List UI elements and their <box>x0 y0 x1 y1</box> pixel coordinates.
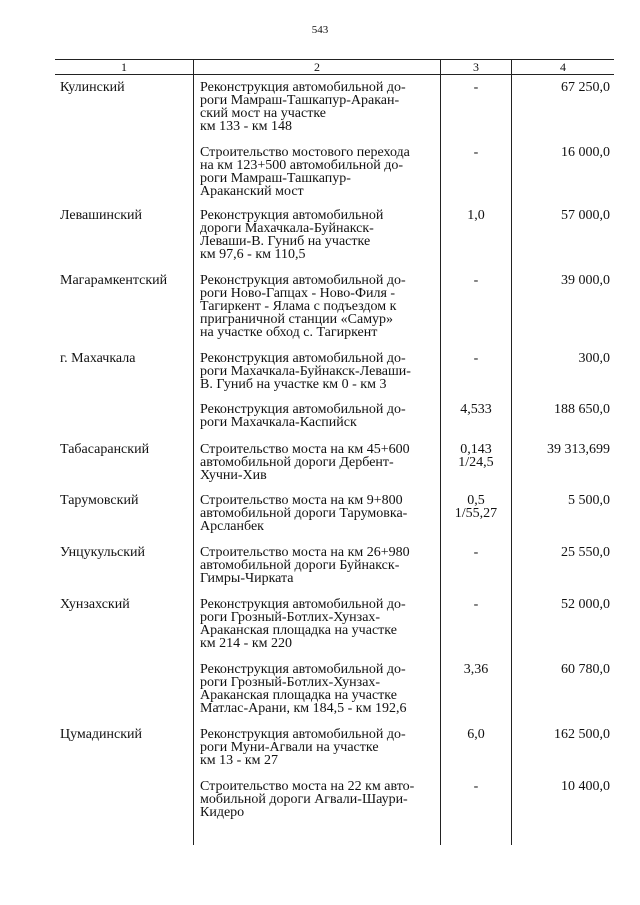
description-cell: Строительство моста на км 26+980 автомобильной дороги Буйнакск- Гимры-Чирката <box>200 545 410 586</box>
amount-cell: 57 000,0 <box>561 208 610 223</box>
table-top-rule <box>55 59 614 60</box>
length-cell: 0,5 1/55,27 <box>454 493 498 521</box>
column-header-2: 2 <box>314 60 320 74</box>
length-cell: - <box>473 779 479 794</box>
page-number: 543 <box>311 24 329 36</box>
column-header-4: 4 <box>560 60 566 74</box>
length-cell: 3,36 <box>463 662 489 677</box>
length-cell: - <box>473 273 479 288</box>
description-cell: Реконструкция автомобильной дороги Махачкала-Буйнакск- Леваши-В. Гуниб на участке км 97,6 - км 110,5 <box>200 208 384 262</box>
amount-cell: 52 000,0 <box>561 597 610 612</box>
description-cell: Реконструкция автомобильной до- роги Грозный-Ботлих-Хунзах- Араканская площадка на участке Матлас-Арани, км 184,5 - км 192,6 <box>200 662 407 716</box>
amount-cell: 39 000,0 <box>561 273 610 288</box>
amount-cell: 16 000,0 <box>561 145 610 160</box>
length-cell: - <box>473 597 479 612</box>
description-cell: Строительство моста на км 9+800 автомобильной дороги Тарумовка- Арсланбек <box>200 493 408 534</box>
district-cell: Цумадинский <box>60 727 143 742</box>
amount-cell: 162 500,0 <box>554 727 610 742</box>
table-header-rule <box>55 74 614 75</box>
length-cell: - <box>473 545 479 560</box>
district-cell: г. Махачкала <box>60 351 136 366</box>
description-cell: Реконструкция автомобильной до- роги Мамраш-Ташкапур-Аракан- ский мост на участке км 133 - км 148 <box>200 80 406 134</box>
district-cell: Тарумовский <box>60 493 139 508</box>
amount-cell: 60 780,0 <box>561 662 610 677</box>
length-cell: 6,0 <box>467 727 485 742</box>
amount-cell: 10 400,0 <box>561 779 610 794</box>
district-cell: Унцукульский <box>60 545 146 560</box>
column-header-1: 1 <box>121 60 127 74</box>
description-cell: Реконструкция автомобильной до- роги Ново-Гапцах - Ново-Филя - Тагиркент - Ялама с подъездом к пригpaничной станции «Самур» на участке обход с. Тагиркент <box>200 273 406 340</box>
description-cell: Строительство мостового перехода на км 123+500 автомобильной до- роги Мамраш-Ташкапур- Араканский мост <box>200 145 410 199</box>
length-cell: - <box>473 145 479 160</box>
length-cell: 1,0 <box>467 208 485 223</box>
column-divider-1 <box>193 59 194 845</box>
description-cell: Реконструкция автомобильной до- роги Муни-Агвали на участке км 13 - км 27 <box>200 727 406 768</box>
description-cell: Строительство моста на 22 км авто- мобильной дороги Агвали-Шаури- Кидеро <box>200 779 415 820</box>
amount-cell: 67 250,0 <box>561 80 610 95</box>
district-cell: Хунзахский <box>60 597 130 612</box>
description-cell: Реконструкция автомобильной до- роги Грозный-Ботлих-Хунзах- Араканская площадка на участке км 214 - км 220 <box>200 597 406 651</box>
length-cell: 4,533 <box>460 402 492 417</box>
column-divider-2 <box>440 59 441 845</box>
amount-cell: 300,0 <box>578 351 610 366</box>
amount-cell: 25 550,0 <box>561 545 610 560</box>
length-cell: - <box>473 80 479 95</box>
amount-cell: 39 313,699 <box>547 442 610 457</box>
description-cell: Строительство моста на км 45+600 автомобильной дороги Дербент- Хучни-Хив <box>200 442 410 483</box>
amount-cell: 5 500,0 <box>568 493 610 508</box>
length-cell: 0,143 1/24,5 <box>458 442 494 470</box>
description-cell: Реконструкция автомобильной до- роги Махачкала-Буйнакск-Леваши- В. Гуниб на участке км 0 - км 3 <box>200 351 411 392</box>
district-cell: Магарамкентский <box>60 273 168 288</box>
district-cell: Кулинский <box>60 80 125 95</box>
district-cell: Левашинский <box>60 208 143 223</box>
column-header-3: 3 <box>473 60 479 74</box>
amount-cell: 188 650,0 <box>554 402 610 417</box>
district-cell: Табасаранский <box>60 442 150 457</box>
length-cell: - <box>473 351 479 366</box>
description-cell: Реконструкция автомобильной до- роги Махачкала-Каспийск <box>200 402 406 430</box>
column-divider-3 <box>511 59 512 845</box>
